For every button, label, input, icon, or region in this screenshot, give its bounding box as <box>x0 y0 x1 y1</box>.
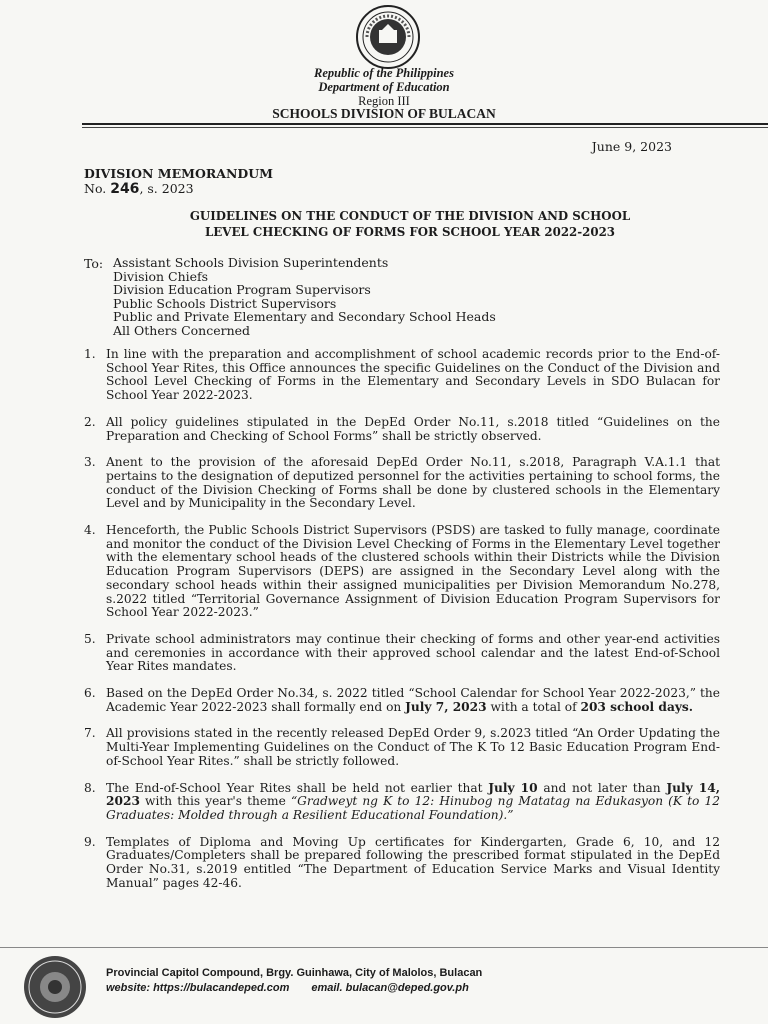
header-divider <box>82 123 768 125</box>
footer-email[interactable]: email. bulacan@deped.gov.ph <box>311 982 469 994</box>
department-header: Department of Education <box>318 80 450 94</box>
republic-header: Republic of the Philippines <box>314 66 454 80</box>
footer-divider <box>0 947 768 948</box>
memo-item: 6. Based on the DepEd Order No.34, s. 2022 titled “School Calendar for School Year 2022-2023,” the Academic Year 2022-2023 shall formally end on July 7, 2023 with a total of 203 school days. <box>84 686 720 714</box>
item-text: Private school administrators may continue their checking of forms and other year-end activities and ceremonies in accordance with their approved school calendar and the latest End-of-School Year Rites mandates. <box>106 631 720 674</box>
footer-website[interactable]: website: https://bulacandeped.com <box>106 982 290 994</box>
rites-end: July 14, 2023 <box>106 780 720 809</box>
memo-item: 9. Templates of Diploma and Moving Up certificates for Kindergarten, Grade 6, 10, and 12 Graduates/Completers shall be prepared following the prescribed format stipulated in the DepEd Order No.31, s.2019 entitled “The Department of Education Service Marks and Visual Identity Manual” pages 42-46. <box>84 834 720 890</box>
recipient: Public Schools District Supervisors <box>113 295 337 311</box>
region-header: Region III <box>358 94 410 108</box>
memo-type: DIVISION MEMORANDUM <box>84 166 273 181</box>
item-text: All provisions stated in the recently released DepEd Order 9, s.2023 titled “An Order Updating the Multi-Year Implementing Guidelines on the Conduct of The K To 12 Basic Education Program End-of-School Year Rites.” shall be strictly followed. <box>106 726 720 768</box>
recipient: Assistant Schools Division Superintendents <box>113 255 389 270</box>
item-text: Henceforth, the Public Schools District Supervisors (PSDS) are tasked to fully manage, coordinate and monitor the conduct of the Division Level Checking of Forms in the Elementary Level together with the elementary school heads of the clustered schools within their Districts while the Division Education Program Supervisors (DEPS) are assigned in the Secondary Level along with the secondary school heads within their assigned municipalities per Division Memorandum No.278, s.2022 titled “Territorial Governance Assignment of Division Education Program Supervisors for School Year 2022-2023.” <box>106 523 720 620</box>
division-seal-icon <box>22 954 88 1020</box>
theme: “Gradweyt ng K to 12: Hinubog ng Matatag na Edukasyon (K to 12 Graduates: Molded through a Resilient Educational Foundation).” <box>106 794 720 822</box>
recipient: Division Chiefs <box>113 268 209 284</box>
item-text: In line with the preparation and accomplishment of school academic records prior to the End-of-School Year Rites, this Office announces the specific Guidelines on the Conduct of the Division and School Level Checking of Forms in the Elementary and Secondary Levels in SDO Bulacan for School Year 2022-2023. <box>106 347 720 403</box>
header-divider-thin <box>82 127 768 128</box>
recipient: Public and Private Elementary and Secondary School Heads <box>113 309 496 324</box>
memo-number-value: 246 <box>110 181 140 197</box>
memo-title-line1: GUIDELINES ON THE CONDUCT OF THE DIVISION AND SCHOOL <box>189 209 631 223</box>
recipient: All Others Concerned <box>113 322 251 338</box>
item-text: Anent to the provision of the aforesaid DepEd Order No.11, s.2018, Paragraph V.A.1.1 that pertains to the designation of deputized personnel for the activities pertaining to school forms, the conduct of the Division Checking of Forms shall be done by clustered schools in the Elementary Level and by Municipality in the Secondary Level. <box>106 455 720 511</box>
recipient: Division Education Program Supervisors <box>113 282 371 297</box>
deped-seal-icon <box>355 4 421 70</box>
memo-date: June 9, 2023 <box>591 139 672 154</box>
memo-item: 2. All policy guidelines stipulated in the DepEd Order No.11, s.2018 titled “Guidelines on the Preparation and Checking of School Forms” shall be strictly observed. <box>84 414 720 443</box>
memo-items <box>84 348 720 904</box>
memo-item: 1. In line with the preparation and accomplishment of school academic records prior to the End-of-School Year Rites, this Office announces the specific Guidelines on the Conduct of the Division and School Level Checking of Forms in the Elementary and Secondary Levels in SDO Bulacan for School Year 2022-2023. <box>84 347 720 403</box>
footer-contact <box>106 982 491 994</box>
memo-number-prefix: No. <box>84 181 107 196</box>
footer-address: Provincial Capitol Compound, Brgy. Guinhawa, City of Malolos, Bulacan <box>106 967 483 979</box>
school-days: 203 school days. <box>580 699 694 714</box>
memo-item: 3. Anent to the provision of the aforesaid DepEd Order No.11, s.2018, Paragraph V.A.1.1 that pertains to the designation of deputized personnel for the activities pertaining to school forms, the conduct of the Division Checking of Forms shall be done by clustered schools in the Elementary Level and by Municipality in the Secondary Level. <box>84 455 720 511</box>
rites-start: July 10 <box>488 780 538 795</box>
recipient-list <box>113 256 496 337</box>
memo-number-suffix: , s. 2023 <box>139 181 194 196</box>
memo-item: 7. All provisions stated in the recently released DepEd Order 9, s.2023 titled “An Order Updating the Multi-Year Implementing Guidelines on the Conduct of The K To 12 Basic Education Program End-of-School Year Rites.” shall be strictly followed. <box>84 726 720 768</box>
to-label: To: <box>84 256 104 271</box>
item-text: All policy guidelines stipulated in the DepEd Order No.11, s.2018 titled “Guidelines on the Preparation and Checking of School Forms” shall be strictly observed. <box>106 414 720 443</box>
memo-item: 8. The End-of-School Year Rites shall be held not earlier that July 10 and not later than July 14, 2023 with this year's theme “Gradweyt ng K to 12: Hinubog ng Matatag na Edukasyon (K to 12 Graduates: Molded through a Resilient Educational Foundation).” <box>84 780 720 822</box>
item-text: Templates of Diploma and Moving Up certificates for Kindergarten, Grade 6, 10, and 12 Graduates/Completers shall be prepared following the prescribed format stipulated in the DepEd Order No.31, s.2019 entitled “The Department of Education Service Marks and Visual Identity Manual” pages 42-46. <box>106 834 720 890</box>
memo-item: 4. Henceforth, the Public Schools District Supervisors (PSDS) are tasked to fully manage, coordinate and monitor the conduct of the Division Level Checking of Forms in the Elementary Level together with the elementary school heads of the clustered schools within their Districts while the Division Education Program Supervisors (DEPS) are assigned in the Secondary Level along with the secondary school heads within their assigned municipalities per Division Memorandum No.278, s.2022 titled “Territorial Governance Assignment of Division Education Program Supervisors for School Year 2022-2023.” <box>84 523 720 620</box>
memo-title-line2: LEVEL CHECKING OF FORMS FOR SCHOOL YEAR 2022-2023 <box>205 225 615 239</box>
end-date: July 7, 2023 <box>405 699 487 714</box>
memo-number <box>84 181 194 197</box>
division-header: SCHOOLS DIVISION OF BULACAN <box>272 106 496 121</box>
memo-item: 5. Private school administrators may continue their checking of forms and other year-end activities and ceremonies in accordance with their approved school calendar and the latest End-of-School Year Rites mandates. <box>84 631 720 674</box>
